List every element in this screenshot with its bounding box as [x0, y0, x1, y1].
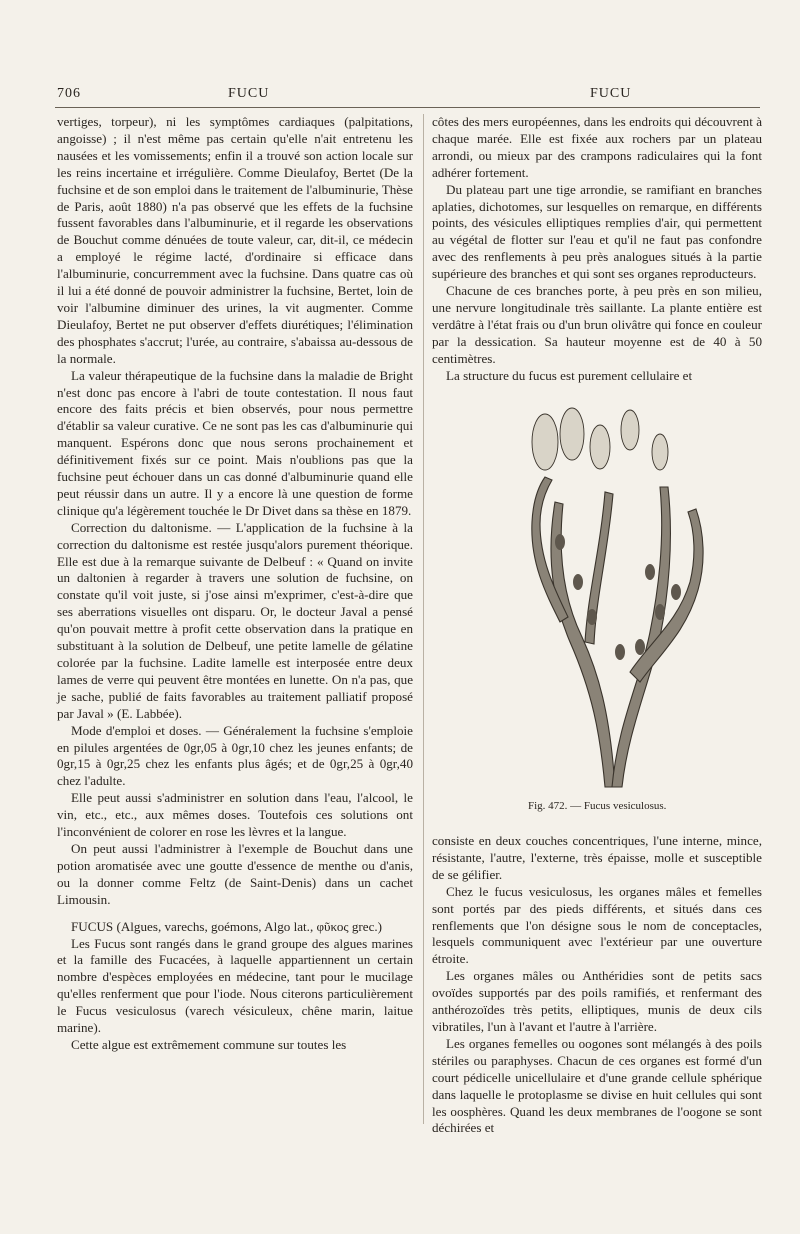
left-column: [57, 114, 413, 1054]
figure-caption: Fig. 472. — Fucus vesiculosus.: [528, 800, 667, 812]
paragraph: Chacune de ces branches porte, à peu près en son milieu, une nervure longitudinale très saillante. La plante entière est verdâtre à l'état frais ou d'un brun olivâtre qui fonce en couleur par la dessication. Sa hauteur moyenne est de 40 à 50 centimètres.: [432, 283, 762, 366]
paragraph: Mode d'emploi et doses. — Généralement la fuchsine s'emploie en pilules argentées de 0gr,05 à 0gr,10 chez les jeunes enfants; de 0gr,15 à 0gr,25 chez les enfants plus âgés; et de 0gr,25 à 0gr,40 chez l'adulte.: [57, 722, 413, 789]
paragraph: Du plateau part une tige arrondie, se ramifiant en branches aplaties, dichotomes, sur lesquelles on remarque, en différents points, des vésicules elliptiques remplies d'air, qui permettent au végétal de flotter sur l'eau et qu'il ne faut pas confondre avec des renflements à peu près analogues situés à la partie supérieure des branches et qui sont ses organes reproducteurs.: [432, 181, 762, 282]
paragraph: consiste en deux couches concentriques, l'une interne, mince, résistante, l'autre, l'externe, très épaisse, molle et susceptible de se gélifier.: [432, 833, 762, 882]
paragraph: La structure du fucus est purement cellulaire et: [446, 367, 693, 383]
paragraph: Les organes femelles ou oogones sont mélangés à des poils stériles ou paraphyses. Chacun de ces organes est formé d'un court pédicelle unicellulaire et d'une grande cellule sphérique dans laquelle le protoplasme se divise en huit cellules qui sont les oosphères. Quand les deux membranes de l'oogone se sont déchirées et: [432, 1035, 762, 1136]
page-number: 706: [57, 86, 81, 101]
right-column-top: [432, 114, 762, 385]
paragraph: On peut aussi l'administrer à l'exemple de Bouchut dans une potion aromatisée avec une goutte d'essence de menthe ou d'anis, ou la donner comme Feltz (de Saint-Denis) dans un cachet Limousin.: [57, 840, 413, 907]
header-rule: [55, 107, 760, 108]
fucus-illustration: [500, 392, 720, 792]
paragraph: Chez le fucus vesiculosus, les organes mâles et femelles sont portés par des pieds différents, et situés dans ces renflements que l'on désigne sous le nom de conceptacles, lesquels communiquent avec l'extérieur par une ouverture étroite.: [432, 883, 762, 967]
paragraph: vertiges, torpeur), ni les symptômes cardiaques (palpitations, angoisse) ; il n'est même pas certain qu'elle n'ait entretenu les nausées et les vomissements; enfin il a trouvé son action locale sur les reins incertaine et irrégulière. Comme Dieulafoy, Bertet (De la fuchsine et de son emploi dans le traitement de l'albuminurie, Thèse de Paris, août 1880) n'a pas observé que les effets de la fuchsine fussent favorables dans l'albuminurie, et il regarde les observations de Bouchut comme dénuées de toute valeur, car, dit-il, ce médecin a employé le régime lacté, d'ordinaire si efficace dans l'albuminurie, concurremment avec la fuchsine. Dans quatre cas où il lui a été donné de pouvoir administrer la fuchsine, Bertet, loin de voir l'albumine diminuer des urines, la vit augmenter. Comme Dieulafoy, Bertet ne put observer d'effets diurétiques; l'élimination des phosphates s'accrut; l'urée, au contraire, s'abaissa au-dessous de la normale.: [57, 114, 413, 366]
running-head-left: FUCU: [228, 86, 270, 101]
paragraph: Cette algue est extrêmement commune sur toutes les: [71, 1036, 347, 1052]
paragraph: côtes des mers européennes, dans les endroits qui découvrent à chaque marée. Elle est fixée aux rochers par un plateau arrondi, ou mieux par des crampons radiculaires qui la font adhérer fortement.: [432, 114, 762, 180]
entry-heading: FUCUS (Algues, varechs, goémons, Algo lat., φῦκος grec.): [71, 918, 383, 934]
paragraph: Elle peut aussi s'administrer en solution dans l'eau, l'alcool, le vin, etc., etc., aux mêmes doses. Toutefois ces solutions ont l'inconvénient de colorer en rose les lèvres et la langue.: [57, 790, 413, 840]
running-head-right: FUCU: [590, 86, 632, 101]
paragraph: Correction du daltonisme. — L'application de la fuchsine à la correction du daltonisme est restée jusqu'alors purement théorique. Elle est due à la remarque suivante de Delbeuf : « Quand on invite un daltonien à regarder à travers une solution de fuchsine, on constate qu'il voit juste, si j'ose ainsi m'exprimer, c'est-à-dire que ses aberrations visuelles ont disparu. Or, le docteur Javal a pensé qu'on pouvait mettre à profit cette observation dans la pratique en substituant à la solution de Delbeuf, une petite lamelle de gélatine colorée par la fuchsine. Ladite lamelle est interposée entre deux lames de verre qui peuvent être montées en lunette. On n'a pas, que je sache, publié de faits favorables au traitement palliatif proposé par Javal » (E. Labbée).: [57, 519, 413, 721]
paragraph: La valeur thérapeutique de la fuchsine dans la maladie de Bright n'est donc pas encore à l'abri de toute contestation. Il nous faut encore des faits précis et bien observés, pour nous permettre d'établir sa valeur curative. Ce ne sont pas les cas d'albuminurie qui manquent. Espérons donc que nous serons prochainement et définitivement fixés sur ce point. Mais n'oublions pas que la fuchsine peut échouer dans un cas donné d'albuminurie quand elle peut réussir dans un autre. Il y a encore là une question de forme clinique qu'a légèrement touchée le Dr Divet dans sa thèse en 1879.: [57, 367, 413, 518]
right-column-bottom: [432, 833, 762, 1137]
paragraph: Les organes mâles ou Anthéridies sont de petits sacs ovoïdes supportés par des poils ramifiés, et renfermant des anthérozoïdes très petits, elliptiques, munis de deux cils vibratiles, l'un à l'avant et l'autre à l'arrière.: [432, 968, 762, 1034]
column-divider: [423, 114, 424, 1124]
paragraph: Les Fucus sont rangés dans le grand groupe des algues marines et la famille des Fucacées, à laquelle appartiennent un certain nombre d'espèces employées en médecine, tant pour le mucilage qu'elles renferment que pour l'iode. Nous citerons particulièrement le Fucus vesiculosus (varech vésiculeux, chêne marin, laitue marine).: [57, 935, 413, 1036]
